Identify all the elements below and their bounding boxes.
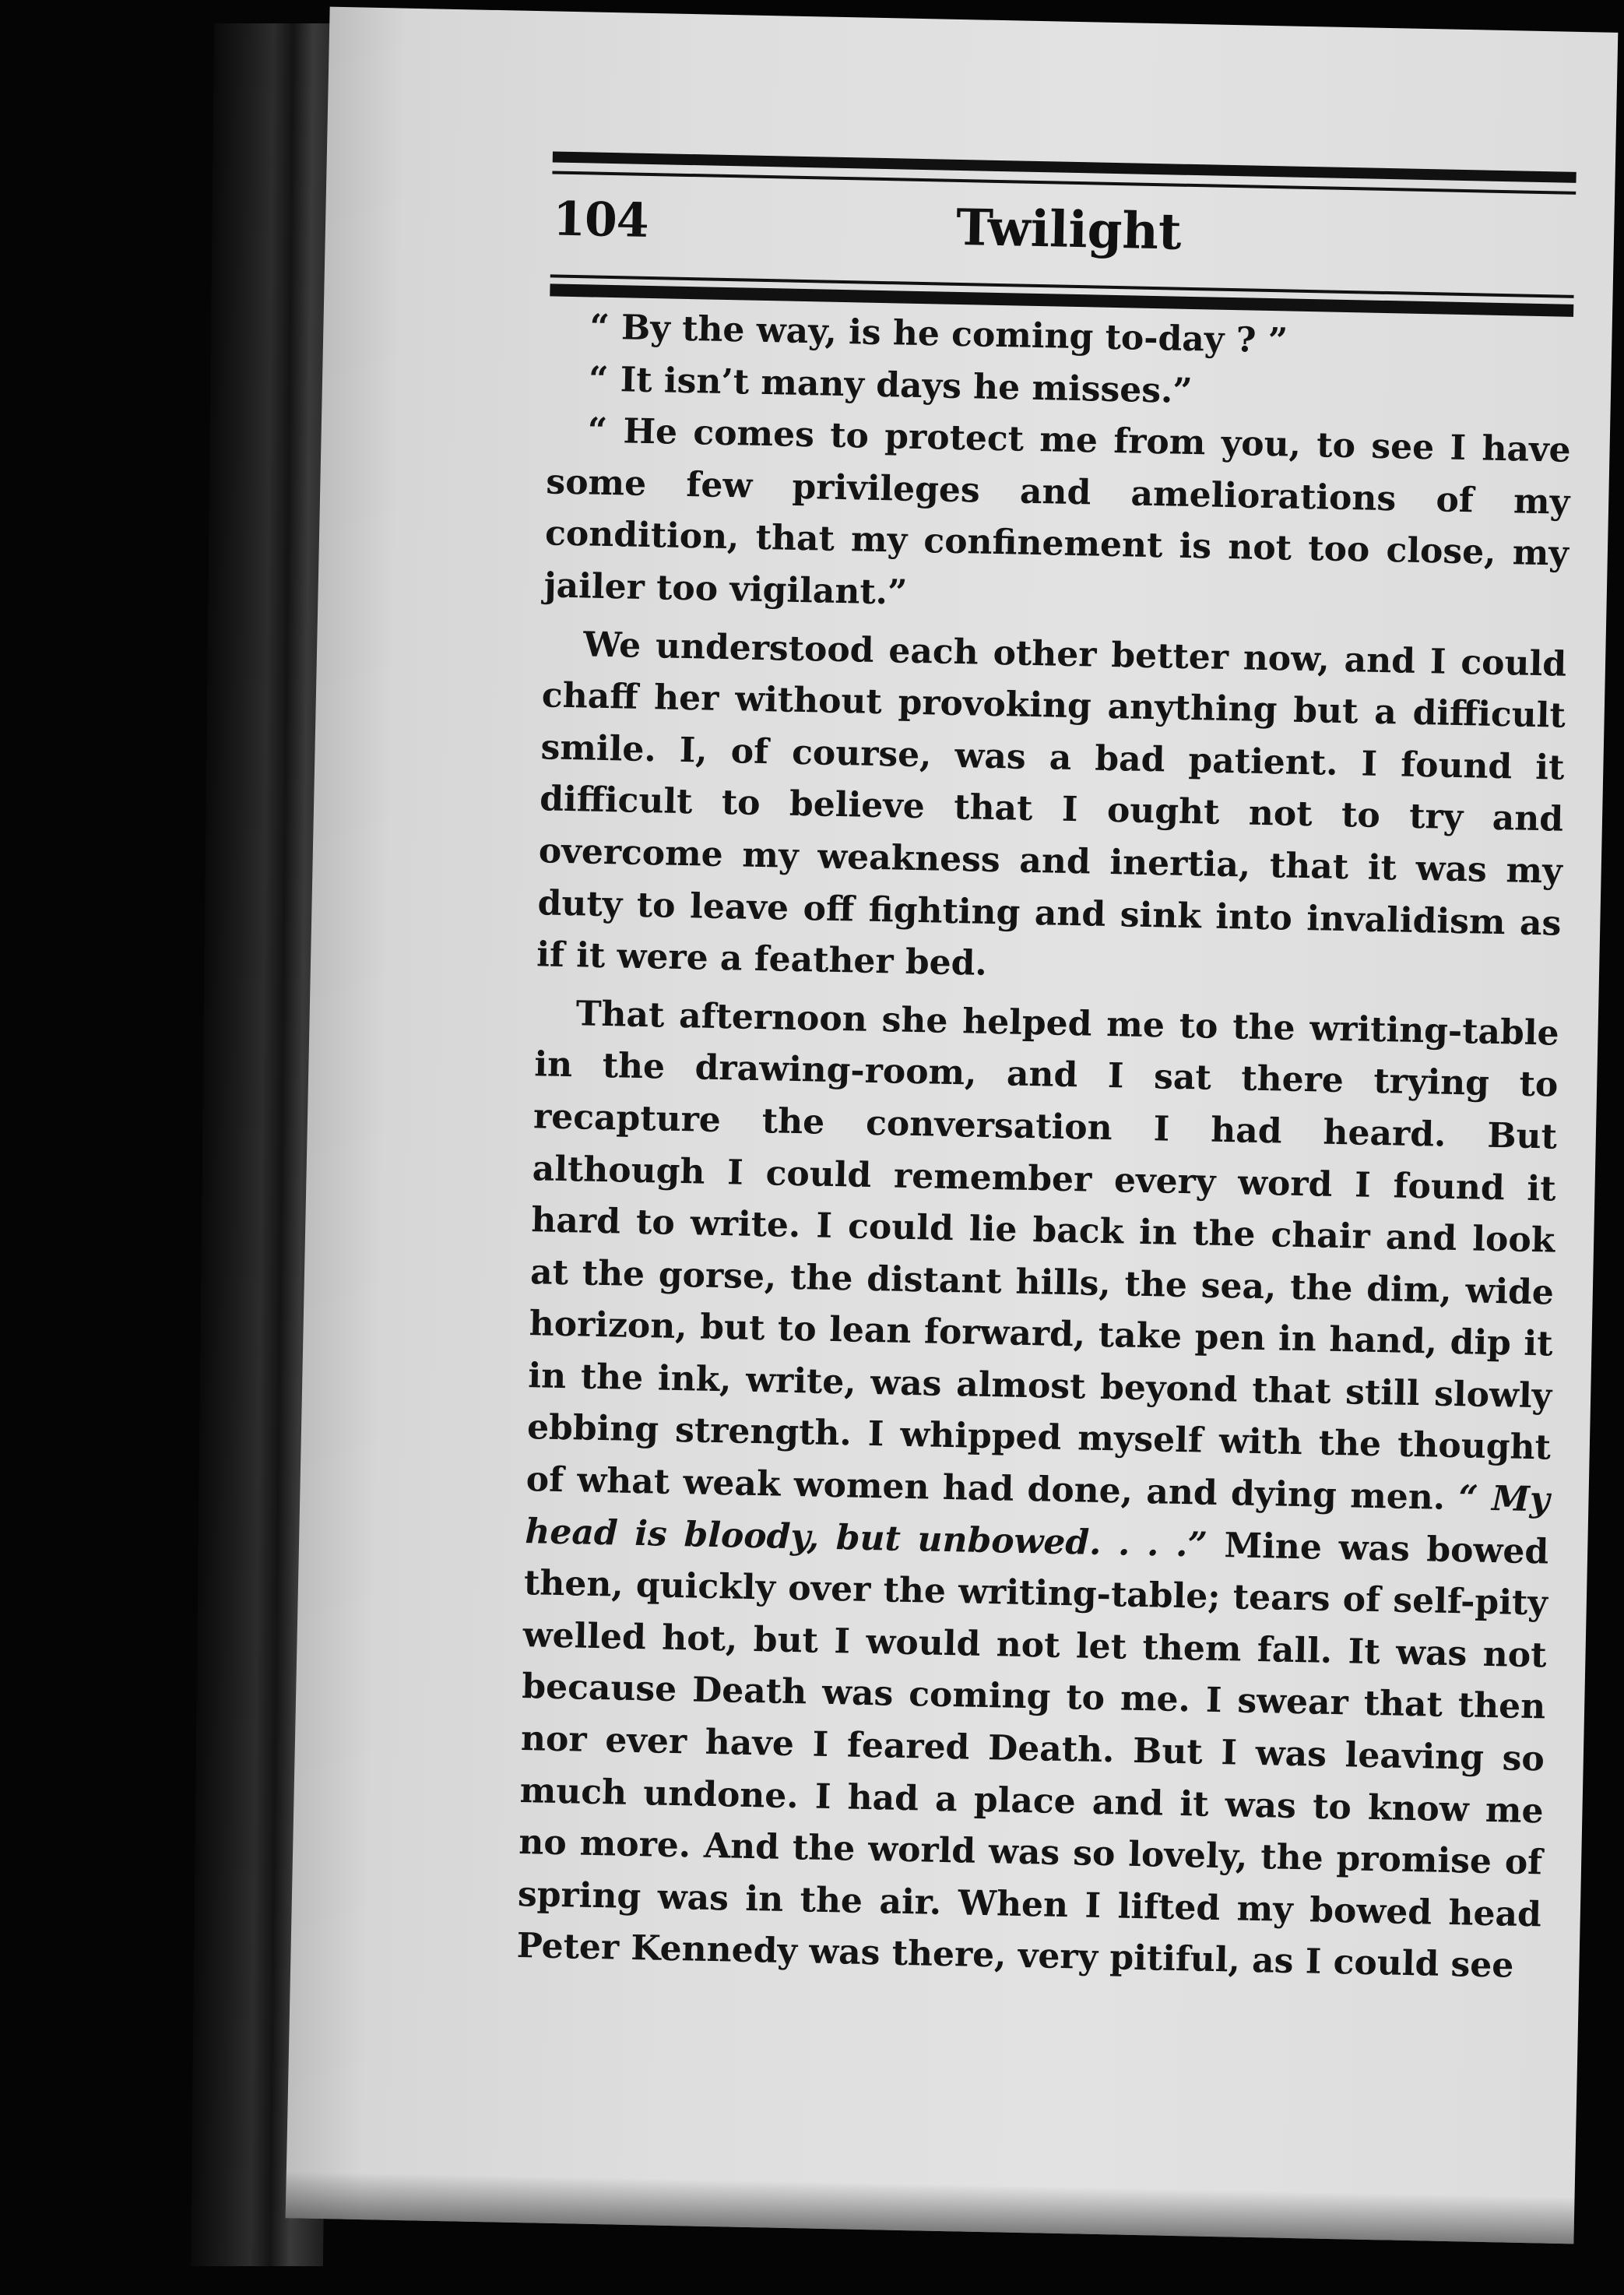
paragraph-2: “ It isn’t many days he misses.”	[588, 359, 1193, 411]
running-title: Twilight	[955, 198, 1183, 262]
paragraph-5	[516, 987, 1559, 1993]
paragraph-4: We understood each other better now, and I could chaff her without provoking anything but a difficult smile. I, of course, was a bad patient. I found it difficult to believe that I ought not to try and overcome my weakness and inertia, that it was my duty to leave off fighting and sink into invalidism as if it were a feather bed.	[536, 624, 1567, 984]
book-page	[286, 7, 1619, 2244]
page-number: 104	[552, 192, 649, 248]
paragraph-3: “ He comes to protect me from you, to see I have some few privileges and ameliorations of my condition, that my confinement is not too close, my jailer too vigilant.”	[543, 410, 1572, 613]
header-rule-top	[553, 151, 1577, 182]
body-text	[516, 301, 1573, 1993]
page-bottom-shadow	[286, 2171, 1575, 2244]
paragraph-5-quote: “ My head is bloody, but unbowed. . . .”	[524, 1478, 1550, 1565]
paragraph-5-part-b: Mine was bowed then, quickly over the writing-table; tears of self-pity welled hot, but I would not let them fall. It was not because Death was coming to me. I swear that then nor ever have I feared Death. But I was leaving so much undone. I had a place and it was to know me no more. And the world was so lovely, the promise of spring was in the air. When I lifted my bowed head Peter Kennedy was there, very pitiful, as I could see	[516, 1525, 1549, 1987]
paragraph-1: “ By the way, is he coming to-day ? ”	[589, 307, 1288, 361]
paragraph-5-part-a: That afternoon she helped me to the writing-table in the drawing-room, and I sat there trying to recapture the conversation I had heard. But although I could remember every word I found it hard to write. I could lie back in the chair and look at the gorse, the distant hills, the sea, the dim, wide horizon, but to lean forward, take pen in hand, dip it in the ink, write, was almost beyond that still slowly ebbing strength. I whipped myself with the thought of what weak women had done, and dying men.	[526, 994, 1560, 1519]
